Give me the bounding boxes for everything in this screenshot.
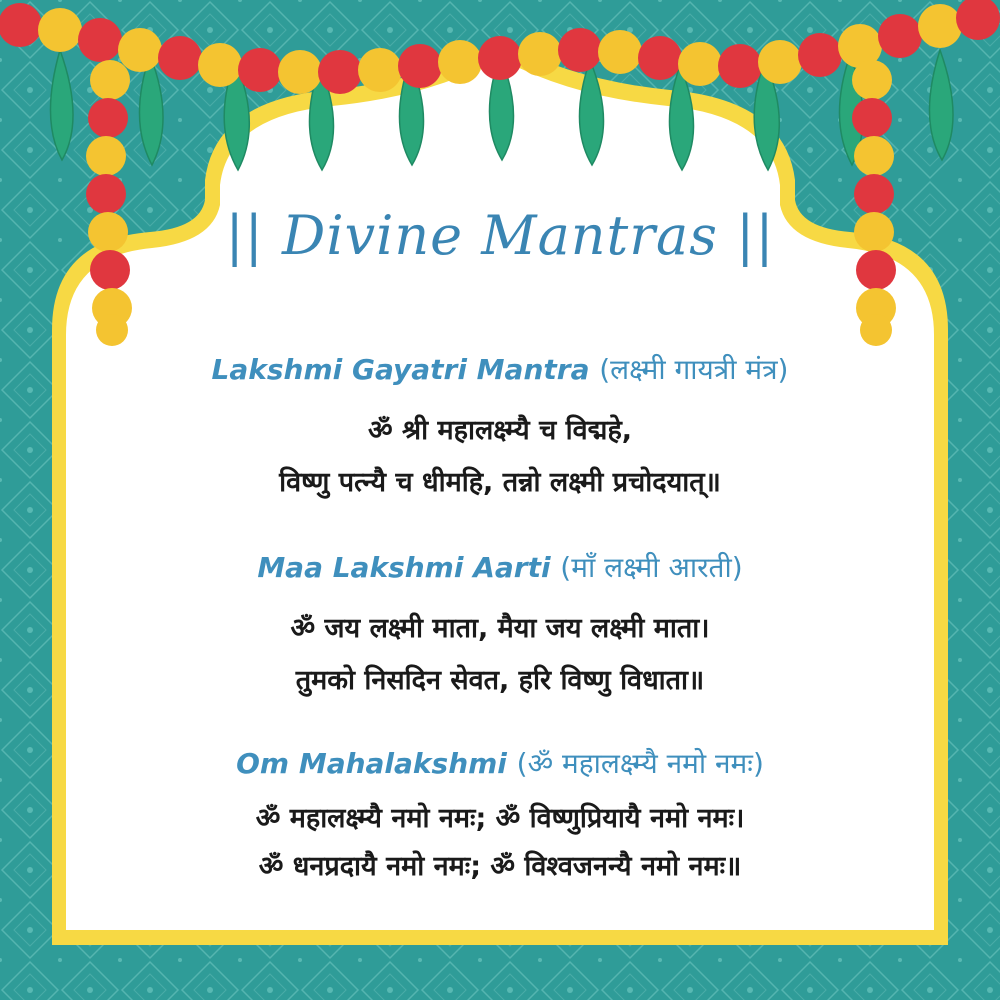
section-heading-english: Om Mahalakshmi — [236, 747, 507, 780]
section-heading-english: Lakshmi Gayatri Mantra — [211, 353, 590, 386]
mantra-line: विष्णु पत्न्यै च धीमहि, तन्नो लक्ष्मी प्रचोदयात्॥ — [279, 467, 721, 498]
section-heading-english: Maa Lakshmi Aarti — [257, 551, 551, 584]
page-title: || Divine Mantras || — [225, 204, 775, 267]
mantra-line: ॐ जय लक्ष्मी माता, मैया जय लक्ष्मी माता। — [290, 613, 710, 644]
section-heading-lakshmi-aarti — [60, 548, 940, 586]
section-heading-hindi: (लक्ष्मी गायत्री मंत्र) — [599, 353, 789, 386]
mantra-line: ॐ महालक्ष्म्यै नमो नमः; ॐ विष्णुप्रियायै नमो नमः। — [255, 803, 745, 834]
section-heading-hindi: (माँ लक्ष्मी आरती) — [560, 551, 743, 584]
section-heading-hindi: (ॐ महालक्ष्म्यै नमो नमः) — [516, 747, 764, 780]
mantra-card — [60, 190, 940, 950]
mantra-line: ॐ धनप्रदायै नमो नमः; ॐ विश्वजनन्यै नमो नमः॥ — [258, 851, 742, 882]
mantra-line: ॐ श्री महालक्ष्म्यै च विद्महे, — [367, 415, 633, 446]
mantra-line: तुमको निसदिन सेवत, हरि विष्णु विधाता॥ — [295, 665, 705, 696]
section-heading-om-mahalakshmi — [60, 744, 940, 782]
section-heading-lakshmi-gayatri — [60, 350, 940, 388]
